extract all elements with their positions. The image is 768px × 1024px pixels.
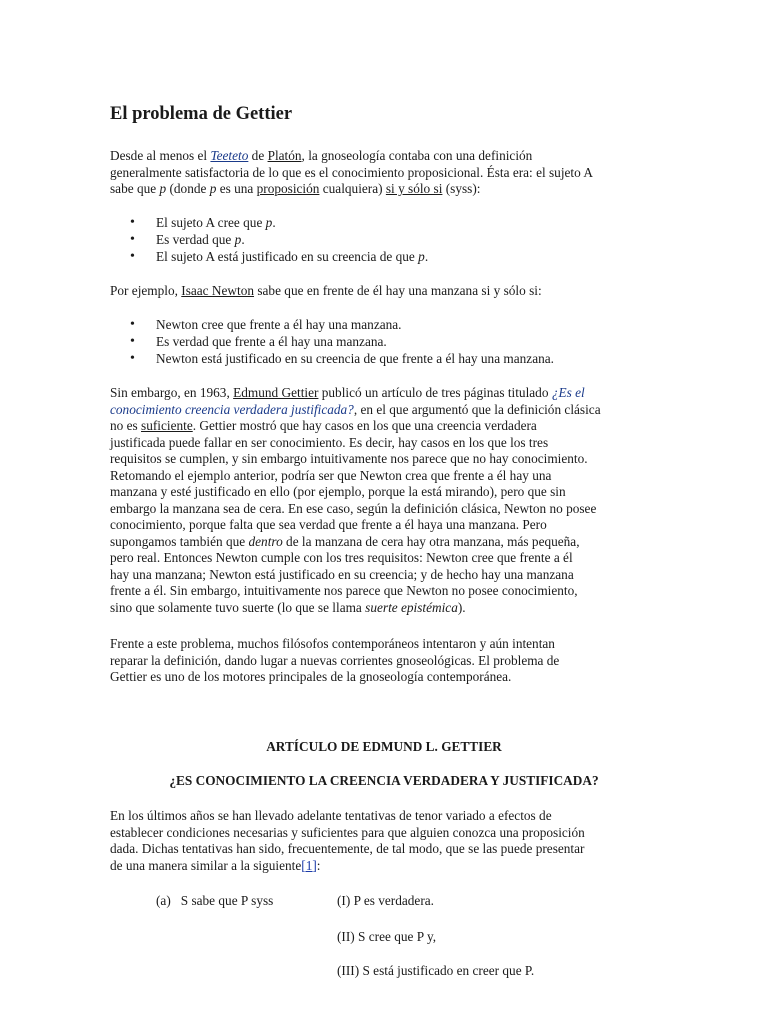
text: no es [110, 418, 142, 433]
text: Desde al menos el [110, 148, 211, 163]
proposicion-link[interactable]: proposición [256, 181, 320, 196]
text: , la gnoseología contaba con una definición [301, 148, 533, 163]
footnote-link[interactable]: [1] [301, 857, 317, 873]
text: cualquiera) [319, 181, 386, 196]
condition-iii: (III) S está justificado en creer que P. [337, 963, 535, 978]
text: (donde [166, 181, 210, 196]
text: generalmente satisfactoria de lo que es el conocimiento proposicional. Ésta era: el sujeto A [110, 164, 593, 180]
closing-paragraph [110, 636, 658, 686]
text: embargo la manzana sea de cera. En ese caso, según la definición clásica, Newton no posee [110, 500, 597, 516]
teeteto-link[interactable]: Teeteto [210, 148, 249, 163]
text: , en el que argumentó que la definición clásica [353, 401, 601, 417]
text: . [424, 249, 429, 264]
text: Sin embargo, en 1963, [110, 385, 234, 400]
page-title: El problema de Gettier [110, 104, 293, 124]
text: pero real. Entonces Newton cumple con los tres requisitos: Newton cree que frente a él [110, 550, 573, 565]
text: de la manzana de cera hay otra manzana, más pequeña, [282, 533, 580, 549]
variable-p: p [418, 249, 425, 264]
variable-p: p [209, 181, 217, 196]
gettier-paragraph [110, 385, 658, 616]
variable-p: p [159, 181, 167, 196]
text: Es verdad que [156, 232, 235, 247]
list-item [110, 248, 428, 265]
text: frente a él. Sin embargo, intuitivamente nos parece que Newton no posee conocimiento, [110, 583, 578, 598]
text: Gettier es uno de los motores principales de la gnoseología contemporánea. [110, 669, 512, 684]
text: sabe que en frente de él hay una manzana si y sólo si: [254, 283, 542, 298]
condition-ii: (II) S cree que P y, [337, 929, 437, 944]
edmund-gettier-link[interactable]: Edmund Gettier [233, 385, 319, 400]
text: requisitos se cumplen, y sin embargo intuitivamente nos parece que no hay conocimiento. [110, 451, 588, 466]
list-item: • Newton cree que frente a él hay una manzana. [110, 316, 554, 333]
list-item: • Newton está justificado en su creencia de que frente a él hay una manzana. [110, 350, 554, 367]
emphasis: suerte epistémica [365, 599, 458, 615]
text: . [272, 215, 276, 230]
text: Frente a este problema, muchos filósofos contemporáneos intentaron y aún intentan [110, 636, 555, 651]
text: publicó un artículo de tres páginas titulado [318, 385, 552, 400]
variable-p: p [234, 232, 242, 247]
text: Por ejemplo, [110, 283, 182, 298]
text: supongamos también que [110, 533, 249, 549]
text: . [241, 232, 245, 247]
text: . Gettier mostró que hay casos en los que una creencia verdadera [192, 418, 537, 433]
text: justificada puede fallar en ser conocimiento. Es decir, hay casos en los que los tres [110, 434, 549, 450]
example-paragraph [110, 283, 658, 300]
suficiente-link[interactable]: suficiente [141, 418, 193, 433]
text: dada. Dichas tentativas han sido, frecuentemente, de tal modo, que se las puede presentar [110, 841, 585, 856]
condition-label: (a) S sabe que P syss [156, 893, 274, 908]
newton-list [110, 316, 554, 367]
list-item [110, 214, 428, 231]
text: sabe que [110, 181, 160, 196]
article-title: ¿ES CONOCIMIENTO LA CREENCIA VERDADERA Y JUSTIFICADA? [169, 773, 599, 788]
text: conocimiento, porque falta que sea verdad que frente a él haya una manzana. Pero [110, 517, 547, 532]
list-item [110, 231, 428, 248]
article-title-ref: conocimiento creencia verdadera justificada? [110, 401, 354, 417]
text: hay una manzana; Newton está justificado en su creencia; y de hecho hay una manzana [110, 566, 574, 582]
text: : [316, 857, 321, 873]
conditions-list [110, 214, 428, 265]
emphasis: dentro [248, 533, 283, 549]
si-y-solo-si-link[interactable]: si y sólo si [385, 181, 443, 196]
platon-link[interactable]: Platón [267, 148, 302, 163]
article-heading: ARTÍCULO DE EDMUND L. GETTIER [266, 739, 502, 754]
text: ). [457, 599, 466, 615]
text: sino que solamente tuvo suerte (lo que se llama [110, 599, 366, 615]
text: Retomando el ejemplo anterior, podría ser que Newton crea que frente a él hay una [110, 467, 552, 483]
text: de [248, 148, 268, 163]
text: reparar la definición, dando lugar a nuevas corrientes gnoseológicas. El problema de [110, 652, 560, 668]
text: (syss): [442, 181, 481, 196]
variable-p: p [265, 215, 273, 230]
intro-paragraph [110, 148, 658, 198]
text: El sujeto A cree que [156, 215, 266, 230]
list-item: • Es verdad que frente a él hay una manzana. [110, 333, 554, 350]
text: En los últimos años se han llevado adelante tentativas de tenor variado a efectos de [110, 808, 552, 823]
text: manzana y esté justificado en ello (por ejemplo, porque la está mirando), pero que sin [110, 484, 566, 499]
article-title-ref: ¿Es el [551, 385, 585, 400]
isaac-newton-link[interactable]: Isaac Newton [181, 283, 255, 298]
text: El sujeto A está justificado en su creencia de que [156, 249, 419, 264]
article-intro-paragraph [110, 808, 658, 874]
text: es una [216, 181, 257, 196]
text: establecer condiciones necesarias y suficientes para que alguien conozca una proposición [110, 824, 585, 840]
condition-i: (I) P es verdadera. [337, 893, 434, 908]
text: de una manera similar a la siguiente [110, 857, 302, 873]
